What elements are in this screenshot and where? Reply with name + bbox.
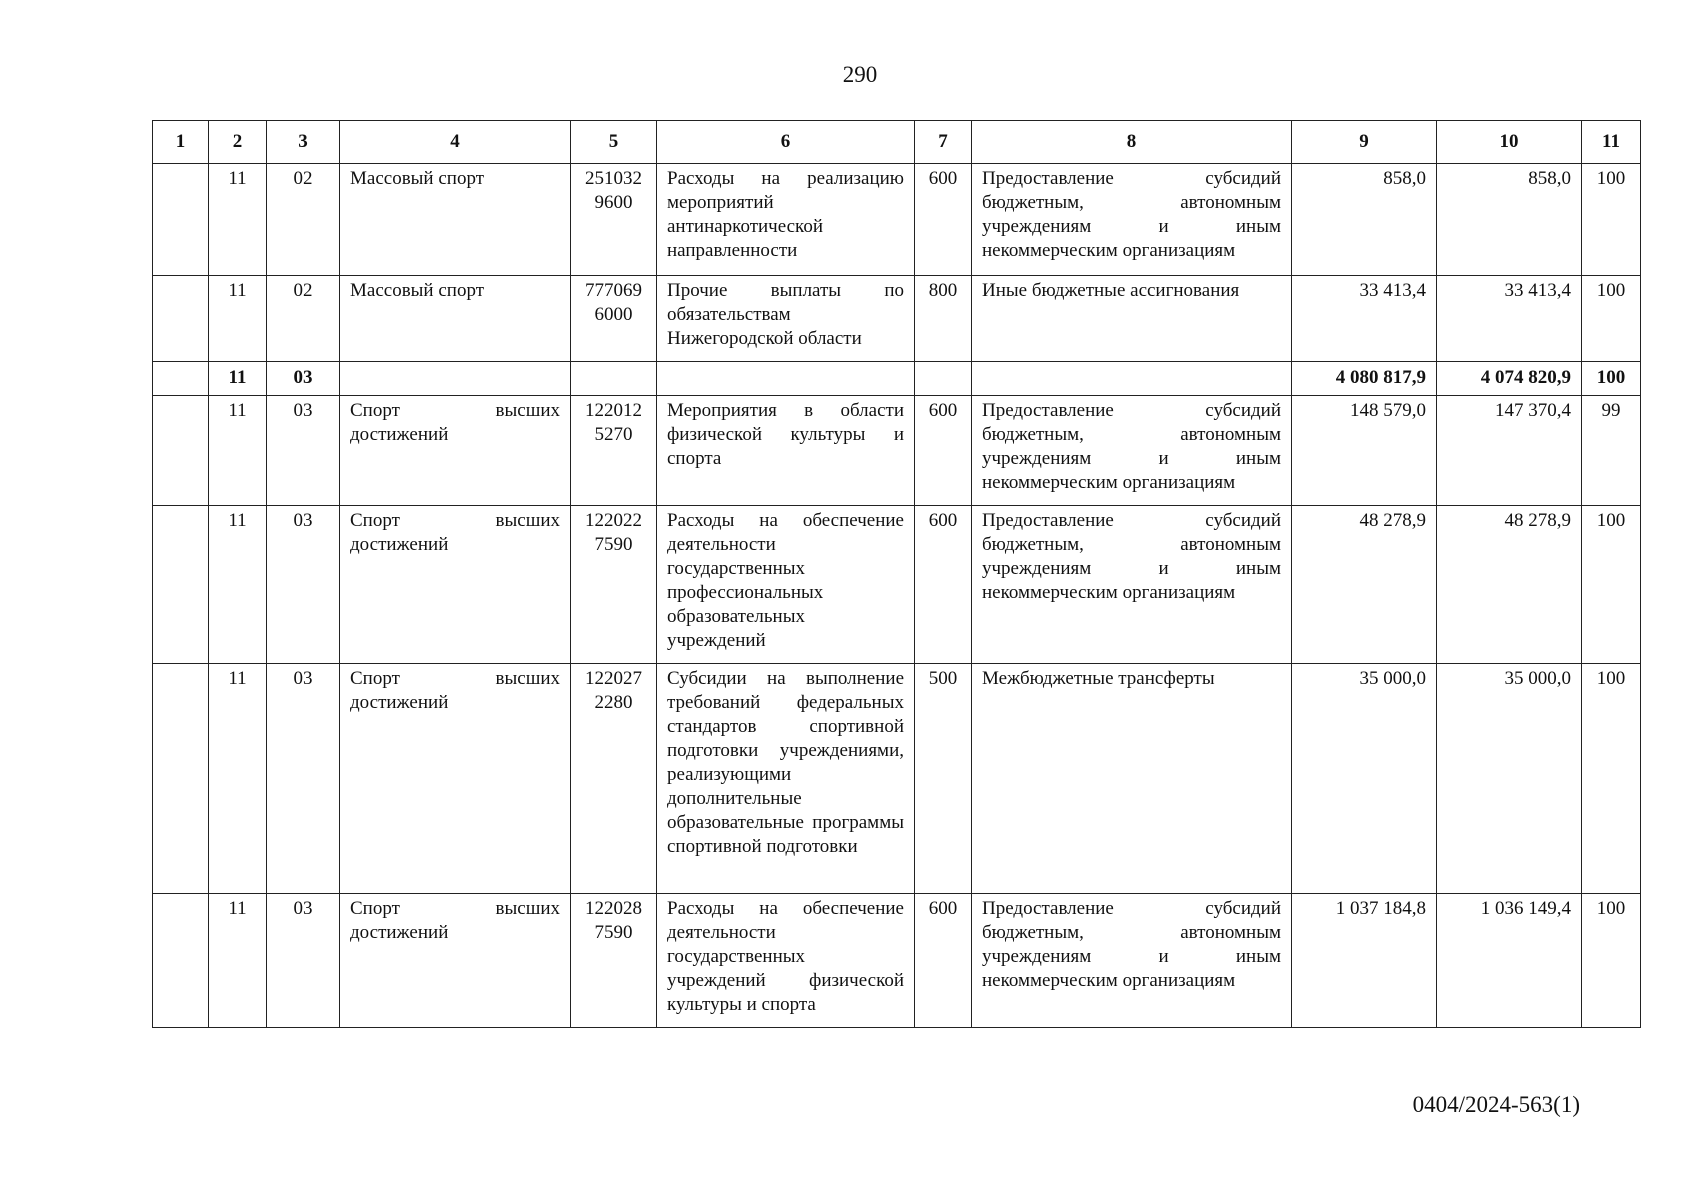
cell-expense-type-name: Межбюджетные трансферты — [972, 664, 1292, 894]
cell-expense-type: 600 — [915, 506, 972, 664]
cell-subsection: 02 — [267, 164, 340, 276]
column-header: 4 — [340, 121, 571, 164]
cell-expense-type-name: Предоставление субсидий бюджетным, автономным учреждениям и иным некоммерческим организациям — [972, 164, 1292, 276]
cell-col1 — [153, 894, 209, 1028]
cell-expense-type: 600 — [915, 894, 972, 1028]
cell-section: 11 — [209, 276, 267, 362]
cell-target-name: Расходы на реализацию мероприятий антинаркотической направленности — [657, 164, 915, 276]
cell-col1 — [153, 164, 209, 276]
cell-expense-type: 600 — [915, 164, 972, 276]
cell-subsection-name: Спорт высших достижений — [340, 396, 571, 506]
column-header: 3 — [267, 121, 340, 164]
cell-target-name: Прочие выплаты по обязательствам Нижегородской области — [657, 276, 915, 362]
column-header: 10 — [1437, 121, 1582, 164]
cell-subsection-name: Спорт высших достижений — [340, 894, 571, 1028]
cell-target-name: Расходы на обеспечение деятельности государственных профессиональных образовательных учреждений — [657, 506, 915, 664]
cell-section: 11 — [209, 396, 267, 506]
cell-subsection-name: Массовый спорт — [340, 164, 571, 276]
cell-expense-type-name: Предоставление субсидий бюджетным, автономным учреждениям и иным некоммерческим организациям — [972, 396, 1292, 506]
cell-col1 — [153, 362, 209, 396]
column-header: 5 — [571, 121, 657, 164]
budget-table — [152, 120, 1641, 1028]
page-number: 290 — [842, 62, 878, 87]
column-header: 2 — [209, 121, 267, 164]
cell-planned-amount: 148 579,0 — [1292, 396, 1437, 506]
cell-percent: 100 — [1582, 506, 1641, 664]
cell-col1 — [153, 664, 209, 894]
column-header: 8 — [972, 121, 1292, 164]
cell-target-name: Расходы на обеспечение деятельности государственных учреждений физической культуры и спорта — [657, 894, 915, 1028]
cell-subsection-name: Массовый спорт — [340, 276, 571, 362]
cell-percent: 100 — [1582, 276, 1641, 362]
cell-target-code: 1220287590 — [571, 894, 657, 1028]
cell-target-code: 1220125270 — [571, 396, 657, 506]
cell-expense-type: 800 — [915, 276, 972, 362]
cell-planned-amount: 48 278,9 — [1292, 506, 1437, 664]
column-header: 1 — [153, 121, 209, 164]
cell-expense-type-name: Предоставление субсидий бюджетным, автономным учреждениям и иным некоммерческим организациям — [972, 894, 1292, 1028]
cell-subsection: 02 — [267, 276, 340, 362]
cell-percent: 100 — [1582, 164, 1641, 276]
cell-section: 11 — [209, 664, 267, 894]
table-row — [153, 396, 1641, 506]
column-header: 6 — [657, 121, 915, 164]
cell-subsection: 03 — [267, 396, 340, 506]
cell-percent: 100 — [1582, 664, 1641, 894]
cell-col1 — [153, 396, 209, 506]
column-header: 11 — [1582, 121, 1641, 164]
column-header: 9 — [1292, 121, 1437, 164]
cell-expense-type-name: Предоставление субсидий бюджетным, автономным учреждениям и иным некоммерческим организациям — [972, 506, 1292, 664]
cell-actual-amount: 48 278,9 — [1437, 506, 1582, 664]
cell-subsection-name: Спорт высших достижений — [340, 506, 571, 664]
cell-subsection: 03 — [267, 362, 340, 396]
cell-actual-amount: 147 370,4 — [1437, 396, 1582, 506]
cell-target-code: 1220272280 — [571, 664, 657, 894]
cell-actual-amount: 35 000,0 — [1437, 664, 1582, 894]
cell-planned-amount: 33 413,4 — [1292, 276, 1437, 362]
cell-subsection: 03 — [267, 664, 340, 894]
cell-expense-type-name: Иные бюджетные ассигнования — [972, 276, 1292, 362]
cell-expense-type: 600 — [915, 396, 972, 506]
cell-subsection: 03 — [267, 894, 340, 1028]
cell-section: 11 — [209, 362, 267, 396]
cell-target-code: 7770696000 — [571, 276, 657, 362]
cell-col1 — [153, 506, 209, 664]
cell-expense-type — [915, 362, 972, 396]
cell-section: 11 — [209, 894, 267, 1028]
subtotal-row — [153, 362, 1641, 396]
document-code: 0404/2024-563(1) — [1412, 1092, 1580, 1117]
cell-target-name: Субсидии на выполнение требований федеральных стандартов спортивной подготовки учреждениями, реализующими дополнительные образовательные программы спортивной подготовки — [657, 664, 915, 894]
cell-percent: 100 — [1582, 362, 1641, 396]
cell-section: 11 — [209, 506, 267, 664]
cell-target-name — [657, 362, 915, 396]
cell-target-name: Мероприятия в области физической культуры и спорта — [657, 396, 915, 506]
cell-col1 — [153, 276, 209, 362]
cell-expense-type-name — [972, 362, 1292, 396]
cell-actual-amount: 858,0 — [1437, 164, 1582, 276]
cell-actual-amount: 1 036 149,4 — [1437, 894, 1582, 1028]
cell-expense-type: 500 — [915, 664, 972, 894]
column-header: 7 — [915, 121, 972, 164]
table-row — [153, 276, 1641, 362]
cell-planned-amount: 1 037 184,8 — [1292, 894, 1437, 1028]
cell-percent: 100 — [1582, 894, 1641, 1028]
cell-target-code: 1220227590 — [571, 506, 657, 664]
cell-planned-amount: 4 080 817,9 — [1292, 362, 1437, 396]
table-row — [153, 506, 1641, 664]
table-row — [153, 664, 1641, 894]
cell-target-code: 2510329600 — [571, 164, 657, 276]
cell-subsection-name: Спорт высших достижений — [340, 664, 571, 894]
cell-subsection-name — [340, 362, 571, 396]
table-header-row — [153, 121, 1641, 164]
cell-target-code — [571, 362, 657, 396]
cell-percent: 99 — [1582, 396, 1641, 506]
cell-actual-amount: 33 413,4 — [1437, 276, 1582, 362]
cell-subsection: 03 — [267, 506, 340, 664]
cell-actual-amount: 4 074 820,9 — [1437, 362, 1582, 396]
table-row — [153, 894, 1641, 1028]
cell-section: 11 — [209, 164, 267, 276]
cell-planned-amount: 858,0 — [1292, 164, 1437, 276]
cell-planned-amount: 35 000,0 — [1292, 664, 1437, 894]
table-row — [153, 164, 1641, 276]
